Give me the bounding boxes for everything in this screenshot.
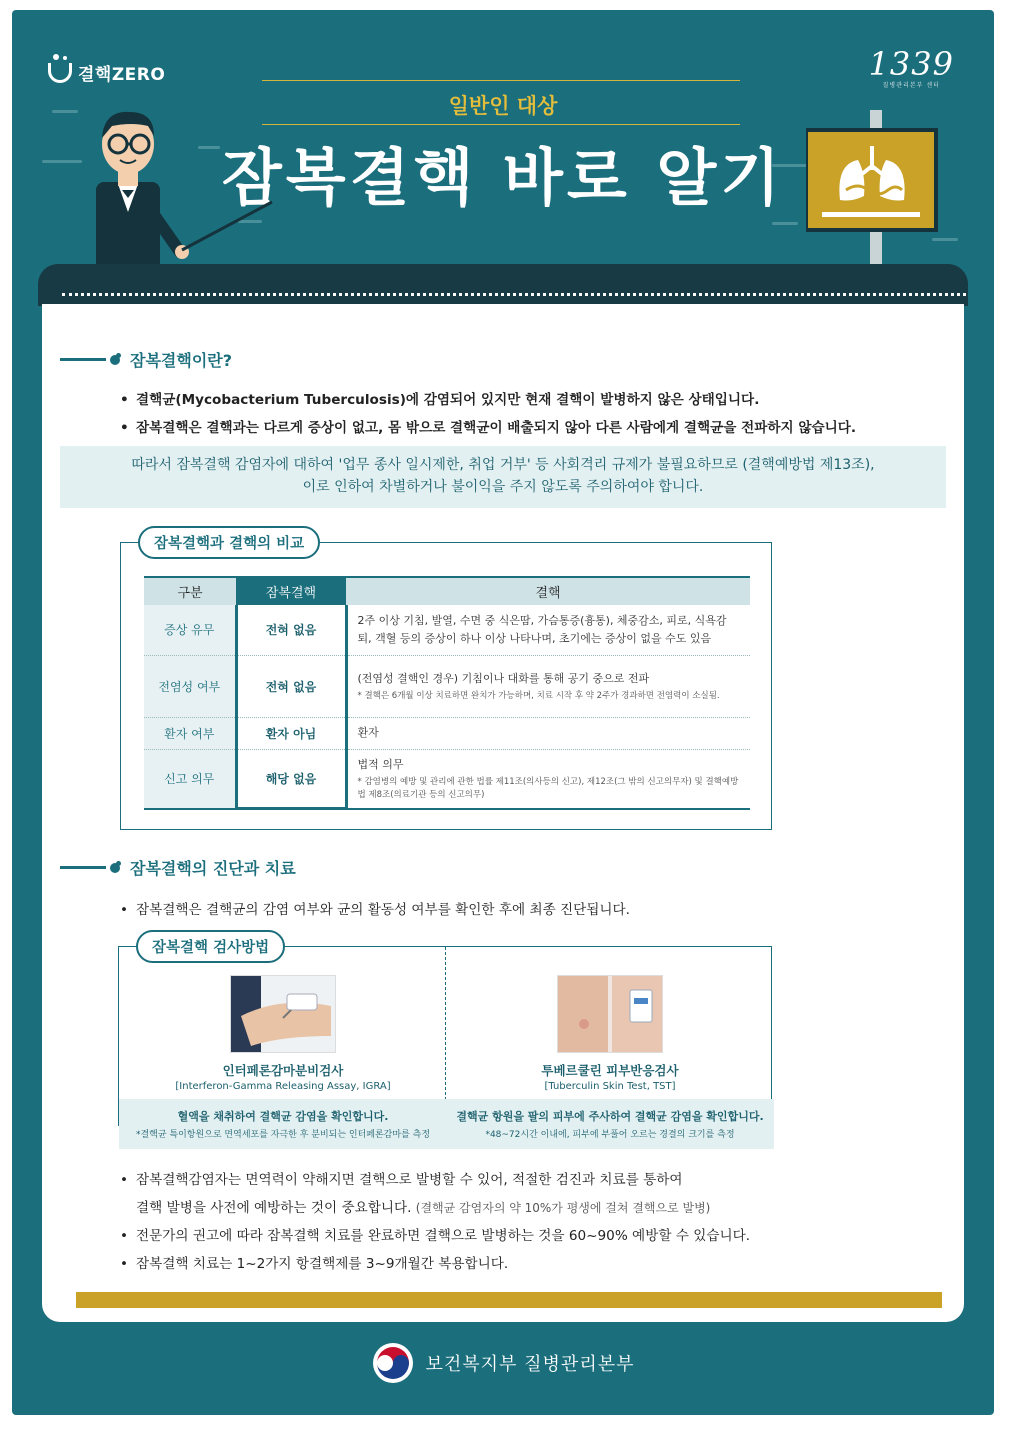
comparison-table — [144, 576, 750, 810]
test-description: 혈액을 채취하여 결핵균 감염을 확인합니다. *결핵균 특이항원으로 면역세포를 자극한 후 분비되는 인터페론감마를 측정 — [119, 1099, 447, 1149]
logo-1339-sub: 질병관리본부 센터 — [882, 82, 940, 89]
page-title: 잠복결핵 바로 알기 — [221, 141, 785, 214]
test-tst — [446, 947, 774, 1140]
desk-bar — [38, 264, 968, 306]
skin-test-image — [557, 975, 663, 1053]
section-heading-latent-tb: 잠복결핵이란? — [60, 348, 232, 371]
treatment-list — [120, 1166, 750, 1278]
footer-org-name: 보건복지부 질병관리본부 — [425, 1354, 635, 1375]
notice-line: 이로 인하여 차별하거나 불이익을 주지 않도록 주의하여야 합니다. — [302, 479, 704, 495]
table-row: 환자 여부 환자 아님 환자 — [144, 717, 750, 749]
definition-list — [120, 386, 856, 442]
test-igra — [119, 947, 447, 1140]
deco-line — [772, 222, 798, 225]
logo-left-text: 결핵ZERO — [78, 65, 166, 85]
gold-footer-bar — [76, 1292, 942, 1308]
list-item: • 잠복결핵감염자는 면역력이 약해지면 결핵으로 발병할 수 있어, 적절한 검진과 치료를 통하여 결핵 발병을 사전에 예방하는 것이 중요합니다. (결핵균 감염자의 약 10%가 평생에 걸쳐 결핵으로 발병) — [120, 1166, 750, 1222]
table-header: 잠복결핵 — [236, 577, 346, 605]
diagnosis-list — [120, 896, 630, 924]
table-row: 증상 유무 전혀 없음 2주 이상 기침, 발열, 수면 중 식은땀, 가슴통증(흉통), 체중감소, 피로, 식욕감퇴, 객혈 등의 증상이 하나 이상 나타나며, 초기에는 증상이 없을 수도 있음 — [144, 605, 750, 655]
list-item: • 잠복결핵은 결핵과는 다르게 증상이 없고, 몸 밖으로 결핵균이 배출되지 않아 다른 사람에게 결핵균을 전파하지 않습니다. — [120, 414, 856, 442]
table-header: 결핵 — [346, 577, 750, 605]
smile-logo-icon — [48, 63, 72, 83]
audience-label: 일반인 대상 — [448, 94, 558, 118]
lungs-sign-illustration — [806, 110, 946, 280]
logo-1339 — [868, 45, 954, 89]
test-name: 투베르쿨린 피부반응검사 — [541, 1063, 679, 1078]
table-header: 구분 — [144, 577, 236, 605]
header-rule-top — [262, 80, 740, 81]
test-description: 결핵균 항원을 팔의 피부에 주사하여 결핵균 감염을 확인합니다. *48~72시간 이내에, 피부에 부풀어 오르는 경결의 크기를 측정 — [446, 1099, 774, 1149]
header-rule-bottom — [262, 124, 740, 125]
blood-draw-image — [230, 975, 336, 1053]
section-heading-diagnosis: 잠복결핵의 진단과 치료 — [60, 856, 296, 879]
comparison-pill: 잠복결핵과 결핵의 비교 — [138, 526, 320, 559]
test-english-name: [Tuberculin Skin Test, TST] — [544, 1081, 676, 1092]
list-item: • 전문가의 권고에 따라 잠복결핵 치료를 완료하면 결핵으로 발병하는 것을 60~90% 예방할 수 있습니다. — [120, 1222, 750, 1250]
notice-line: 따라서 잠복결핵 감염자에 대하여 '업무 종사 일시제한, 취업 거부' 등 사회격리 규제가 불필요하므로 (결핵예방법 제13조), — [131, 457, 875, 473]
logo-tb-zero — [48, 60, 165, 85]
content-panel — [42, 304, 964, 1322]
poster-background — [12, 10, 994, 1415]
list-item: • 결핵균(Mycobacterium Tuberculosis)에 감염되어 있지만 현재 결핵이 발병하지 않은 상태입니다. — [120, 386, 856, 414]
desk-dotted-line — [62, 293, 966, 296]
notice-box — [60, 446, 946, 508]
footer — [12, 1342, 994, 1384]
table-row: 신고 의무 해당 없음 법적 의무 * 감염병의 예방 및 관리에 관한 법률 제11조(의사등의 신고), 제12조(그 밖의 신고의무자) 및 결핵예방법 제8조(의료기관 등의 신고의무) — [144, 749, 750, 809]
test-name: 인터페론감마분비검사 — [222, 1063, 344, 1078]
table-row: 전염성 여부 전혀 없음 (전염성 결핵인 경우) 기침이나 대화를 통해 공기 중으로 전파 * 결핵은 6개월 이상 치료하면 완치가 가능하며, 치료 시작 후 약 2주가 경과하면 전염력이 소실됨. — [144, 655, 750, 717]
logo-1339-number: 1339 — [868, 45, 954, 83]
taegeuk-emblem-icon — [372, 1342, 414, 1384]
tests-pill: 잠복결핵 검사방법 — [136, 930, 285, 963]
list-item: • 잠복결핵은 결핵균의 감염 여부와 균의 활동성 여부를 확인한 후에 최종 진단됩니다. — [120, 896, 630, 924]
tests-frame — [118, 946, 772, 1140]
list-item: • 잠복결핵 치료는 1~2가지 항결핵제를 3~9개월간 복용합니다. — [120, 1250, 750, 1278]
bullet-dot-icon — [110, 863, 120, 873]
bullet-dot-icon — [110, 355, 120, 365]
test-english-name: [Interferon-Gamma Releasing Assay, IGRA] — [175, 1081, 391, 1092]
